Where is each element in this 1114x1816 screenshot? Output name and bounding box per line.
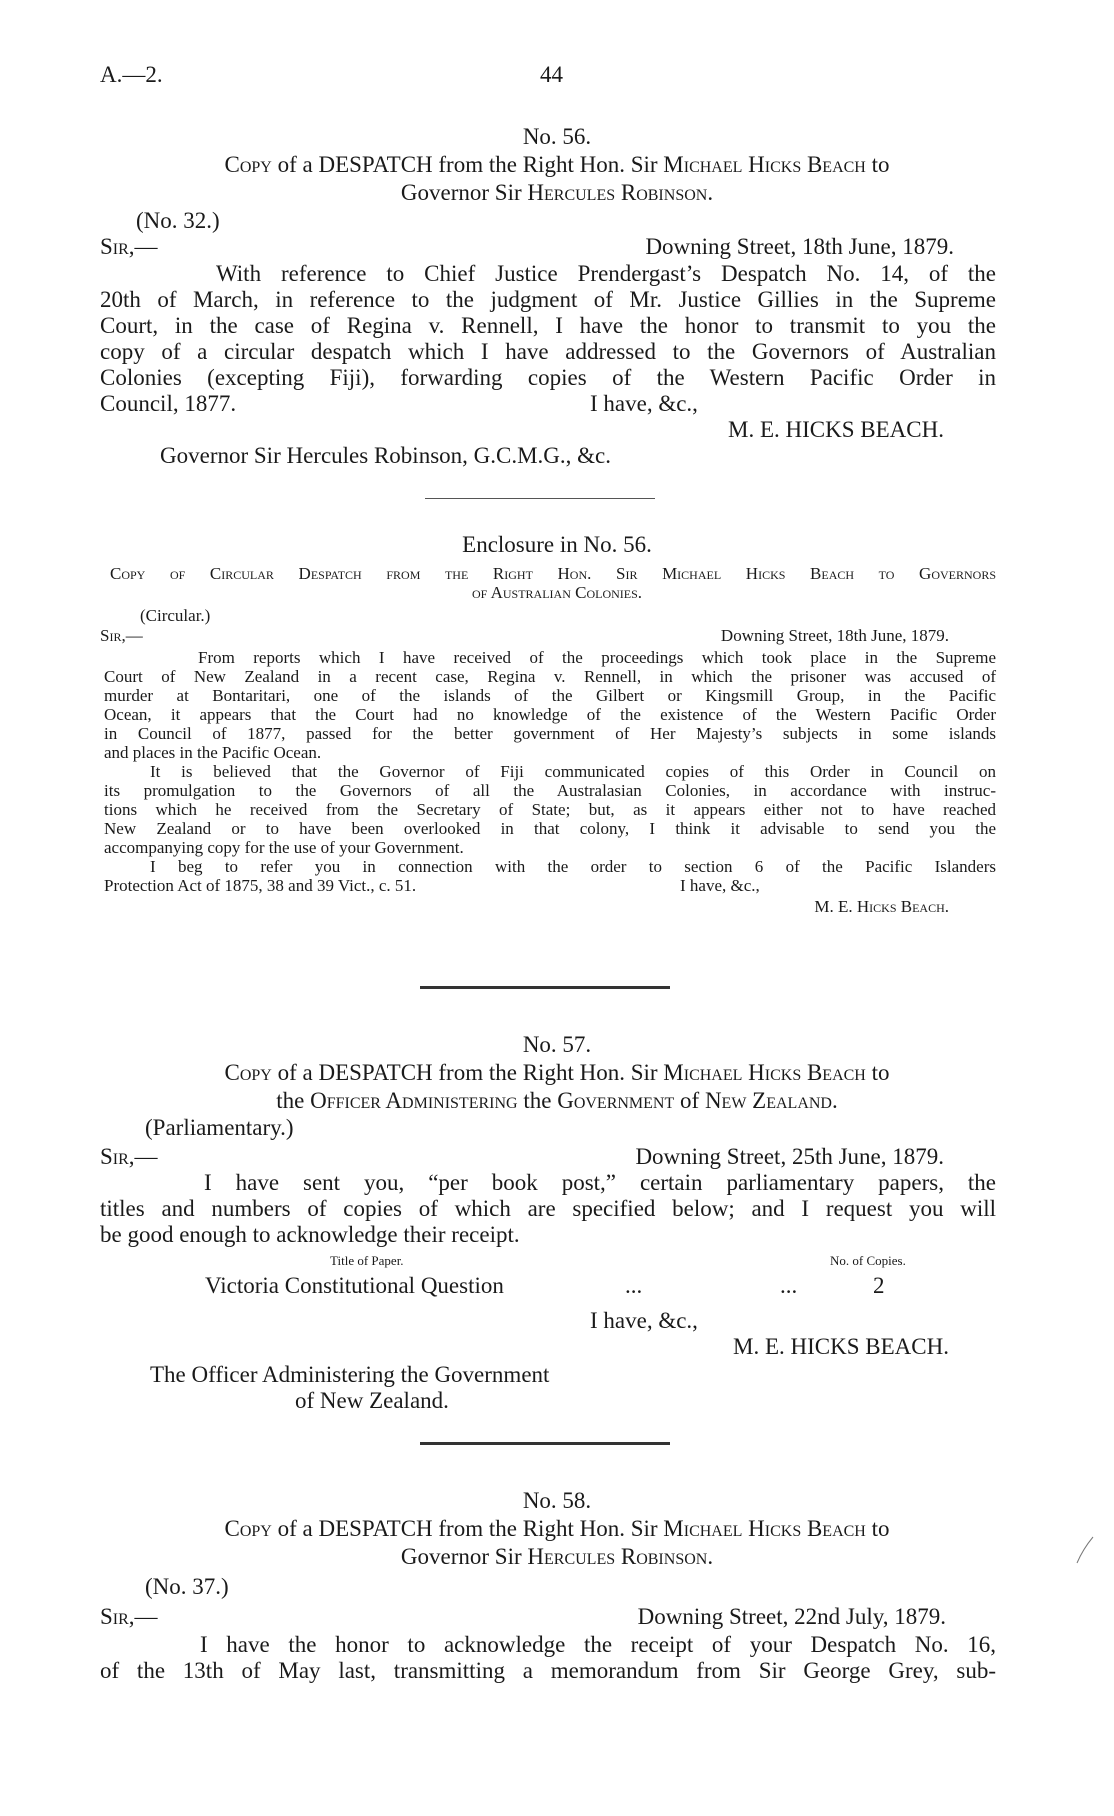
body-line: I have sent you, “per book post,” certain parliamentary papers, the (204, 1170, 996, 1195)
copies-count: 2 (873, 1273, 885, 1298)
heading-to: to (871, 1516, 890, 1541)
despatch-reference: (Parliamentary.) (145, 1115, 294, 1140)
table-header-copies: No. of Copies. (830, 1253, 906, 1268)
dateline: Downing Street, 18th June, 1879. (645, 234, 954, 259)
section-divider (420, 986, 670, 989)
paper-title: Victoria Constitutional Question (205, 1273, 504, 1298)
body-line: With reference to Chief Justice Prendergast’s Despatch No. 14, of the (216, 261, 996, 286)
body-line-last: Protection Act of 1875, 38 and 39 Vict., c. 51. (104, 876, 417, 895)
despatch-number: No. 56. (522, 124, 592, 149)
heading-recipient: New Zealand. (704, 1088, 838, 1113)
salutation: Sir,— (100, 1144, 158, 1169)
enclosure-reference: (Circular.) (140, 606, 211, 625)
closing: I have, &c., (590, 391, 698, 416)
body-line: I have the honor to acknowledge the receipt of your Despatch No. 16, (200, 1632, 996, 1657)
heading-to: to (871, 1060, 890, 1085)
body-line: I beg to refer you in connection with the order to section 6 of the Pacific Islanders (150, 857, 996, 876)
heading-copy: Copy (224, 1516, 272, 1541)
body-line: New Zealand or to have been overlooked in that colony, I think it advisable to send you the (104, 819, 996, 838)
despatch-heading-line-1 (0, 1516, 1114, 1542)
closing: I have, &c., (680, 876, 760, 895)
addressee-line-2: of New Zealand. (295, 1388, 449, 1413)
heading-text: the (276, 1088, 305, 1113)
heading-text: the (523, 1088, 552, 1113)
body-line-last: Council, 1877. (100, 391, 237, 416)
despatch-heading-line-2 (0, 1088, 1114, 1114)
page-number: 44 (540, 62, 563, 87)
heading-text: of a DESPATCH from the Right Hon. Sir (277, 1516, 658, 1541)
signature: M. E. HICKS BEACH. (728, 417, 944, 442)
salutation: Sir,— (100, 234, 158, 259)
section-divider (425, 498, 655, 499)
despatch-heading-line-2 (0, 180, 1114, 206)
heading-sender: Michael Hicks Beach (663, 1060, 866, 1085)
heading-text: of a DESPATCH from the Right Hon. Sir (277, 1060, 658, 1085)
enclosure-title: Enclosure in No. 56. (462, 532, 652, 557)
dateline: Downing Street, 18th June, 1879. (720, 626, 949, 645)
heading-to: to (871, 152, 890, 177)
despatch-heading-line-1 (0, 152, 1114, 178)
despatch-reference: (No. 32.) (136, 208, 220, 233)
despatch-reference: (No. 37.) (145, 1574, 229, 1599)
heading-copy: Copy (224, 152, 272, 177)
heading-text: Governor Sir (400, 180, 522, 205)
heading-sender: Michael Hicks Beach (663, 1516, 866, 1541)
body-line: of the 13th of May last, transmitting a memorandum from Sir George Grey, sub- (100, 1658, 996, 1683)
despatch-number: No. 58. (522, 1488, 592, 1513)
despatch-number: No. 57. (522, 1032, 592, 1057)
body-line-last: accompanying copy for the use of your Government. (104, 838, 464, 857)
heading-text: of a DESPATCH from the Right Hon. Sir (277, 152, 658, 177)
body-line-last: be good enough to acknowledge their receipt. (100, 1222, 520, 1247)
heading-text: of (680, 1088, 700, 1113)
dateline: Downing Street, 25th June, 1879. (635, 1144, 944, 1169)
margin-mark (1075, 1535, 1095, 1565)
signature: M. E. HICKS BEACH. (733, 1334, 949, 1359)
leader-dots: ... (780, 1273, 798, 1298)
enclosure-heading-line-2: of Australian Colonies. (471, 583, 643, 602)
heading-recipient: Officer Administering (310, 1088, 518, 1113)
despatch-heading-line-2 (0, 1544, 1114, 1570)
body-line: titles and numbers of copies of which are specified below; and I request you will (100, 1196, 996, 1221)
body-line: From reports which I have received of the proceedings which took place in the Supreme (198, 648, 996, 667)
salutation: Sir,— (100, 626, 143, 645)
heading-text: Governor Sir (400, 1544, 522, 1569)
table-header-title: Title of Paper. (330, 1253, 404, 1268)
body-line: its promulgation to the Governors of all the Australasian Colonies, in accordance with instruc- (104, 781, 996, 800)
heading-recipient: Hercules Robinson. (527, 180, 714, 205)
addressee-line-1: The Officer Administering the Government (150, 1362, 550, 1387)
body-line: Court, in the case of Regina v. Rennell, I have the honor to transmit to you the (100, 313, 996, 338)
body-line: It is believed that the Governor of Fiji communicated copies of this Order in Council on (150, 762, 996, 781)
heading-recipient: Hercules Robinson. (527, 1544, 714, 1569)
body-line: murder at Bontaritari, one of the islands of the Gilbert or Kingsmill Group, in the Pacific (104, 686, 996, 705)
body-line: copy of a circular despatch which I have addressed to the Governors of Australian (100, 339, 996, 364)
leader-dots: ... (625, 1273, 643, 1298)
body-line: Colonies (excepting Fiji), forwarding copies of the Western Pacific Order in (100, 365, 996, 390)
body-line: Ocean, it appears that the Court had no knowledge of the existence of the Western Pacific Order (104, 705, 996, 724)
closing: I have, &c., (590, 1308, 698, 1333)
heading-sender: Michael Hicks Beach (663, 152, 866, 177)
body-line-last: and places in the Pacific Ocean. (104, 743, 322, 762)
section-divider (420, 1442, 670, 1445)
enclosure-heading-line-1: Copy of Circular Despatch from the Right Hon. Sir Michael Hicks Beach to Governors (110, 564, 996, 583)
addressee: Governor Sir Hercules Robinson, G.C.M.G., &c. (160, 443, 612, 468)
series-mark: A.—2. (100, 62, 163, 87)
heading-recipient: Government (557, 1088, 675, 1113)
signature: M. E. Hicks Beach. (814, 897, 949, 916)
body-line: Court of New Zealand in a recent case, Regina v. Rennell, in which the prisoner was accused of (104, 667, 996, 686)
heading-copy: Copy (224, 1060, 272, 1085)
body-line: tions which he received from the Secretary of State; but, as it appears either not to have reached (104, 800, 996, 819)
body-line: in Council of 1877, passed for the better government of Her Majesty’s subjects in some islands (104, 724, 996, 743)
body-line: 20th of March, in reference to the judgment of Mr. Justice Gillies in the Supreme (100, 287, 996, 312)
despatch-heading-line-1 (0, 1060, 1114, 1086)
salutation: Sir,— (100, 1604, 158, 1629)
dateline: Downing Street, 22nd July, 1879. (637, 1604, 946, 1629)
